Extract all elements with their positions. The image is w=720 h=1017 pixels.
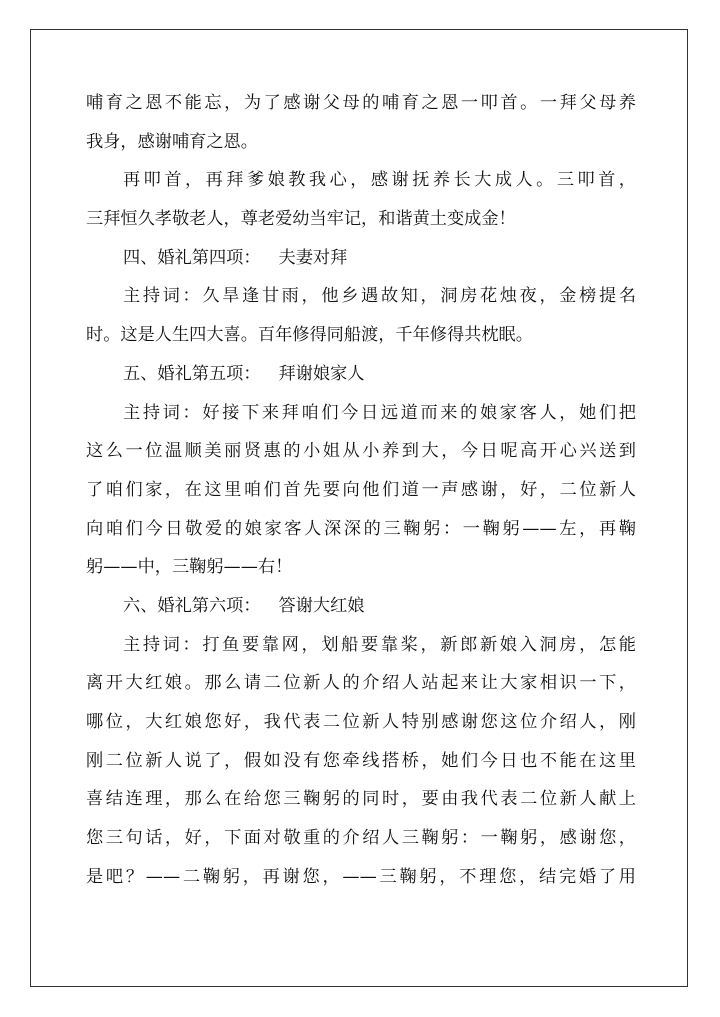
section-heading [86, 239, 636, 278]
paragraph-line: 喜结连理，那么在给您三鞠躬的同时，要由我代表二位新人献上 [86, 789, 636, 810]
paragraph-line: 离开大红娘。那么请二位新人的介绍人站起来让大家相识一下， [86, 673, 636, 694]
section-heading-title: 夫妻对拜 [278, 247, 348, 268]
document-body [86, 84, 636, 896]
section-heading-label: 四、婚礼第四项： [123, 247, 261, 268]
paragraph-line: 向咱们今日敬爱的娘家客人深深的三鞠躬：一鞠躬——左，再鞠 [86, 518, 636, 539]
paragraph-line: 刚二位新人说了，假如没有您牵线搭桥，她们今日也不能在这里 [86, 750, 636, 771]
paragraph-line: 哺育之恩不能忘，为了感谢父母的哺育之恩一叩首。一拜父母养 [86, 93, 636, 113]
paragraph-line: 三拜恒久孝敬老人，尊老爱幼当牢记，和谐黄土变成金！ [86, 209, 516, 230]
paragraph-line: 时。这是人生四大喜。百年修得同船渡，千年修得共枕眠。 [86, 325, 533, 346]
paragraph-line: 主持词：久旱逢甘雨，他乡遇故知，洞房花烛夜，金榜提名 [123, 286, 636, 307]
section-heading [86, 587, 636, 626]
paragraph-line: 主持词：好接下来拜咱们今日远道而来的娘家客人，她们把 [123, 402, 636, 423]
paragraph-line: 这么一位温顺美丽贤惠的小姐从小养到大，今日呢高开心兴送到 [86, 441, 636, 462]
section-heading [86, 355, 636, 394]
section-heading-label: 五、婚礼第五项： [123, 363, 261, 384]
paragraph-line: 主持词：打鱼要靠网，划船要靠桨，新郎新娘入洞房，怎能 [123, 634, 636, 655]
paragraph-line: 我身，感谢哺育之恩。 [86, 131, 258, 152]
paragraph-line: 是吧？——二鞠躬，再谢您，——三鞠躬，不理您，结完婚了用 [86, 866, 636, 887]
section-heading-label: 六、婚礼第六项： [123, 595, 261, 616]
paragraph-line: 了咱们家，在这里咱们首先要向他们道一声感谢，好，二位新人 [86, 479, 636, 500]
paragraph-line: 再叩首，再拜爹娘教我心，感谢抚养长大成人。三叩首， [123, 170, 636, 191]
section-heading-title: 答谢大红娘 [278, 595, 365, 616]
paragraph-line: 哪位，大红娘您好，我代表二位新人特别感谢您这位介绍人，刚 [86, 712, 636, 732]
paragraph-line: 躬——中，三鞠躬——右！ [86, 557, 293, 578]
paragraph-line: 您三句话，好，下面对敬重的介绍人三鞠躬：一鞠躬，感谢您， [86, 828, 636, 849]
section-heading-title: 拜谢娘家人 [278, 363, 365, 384]
